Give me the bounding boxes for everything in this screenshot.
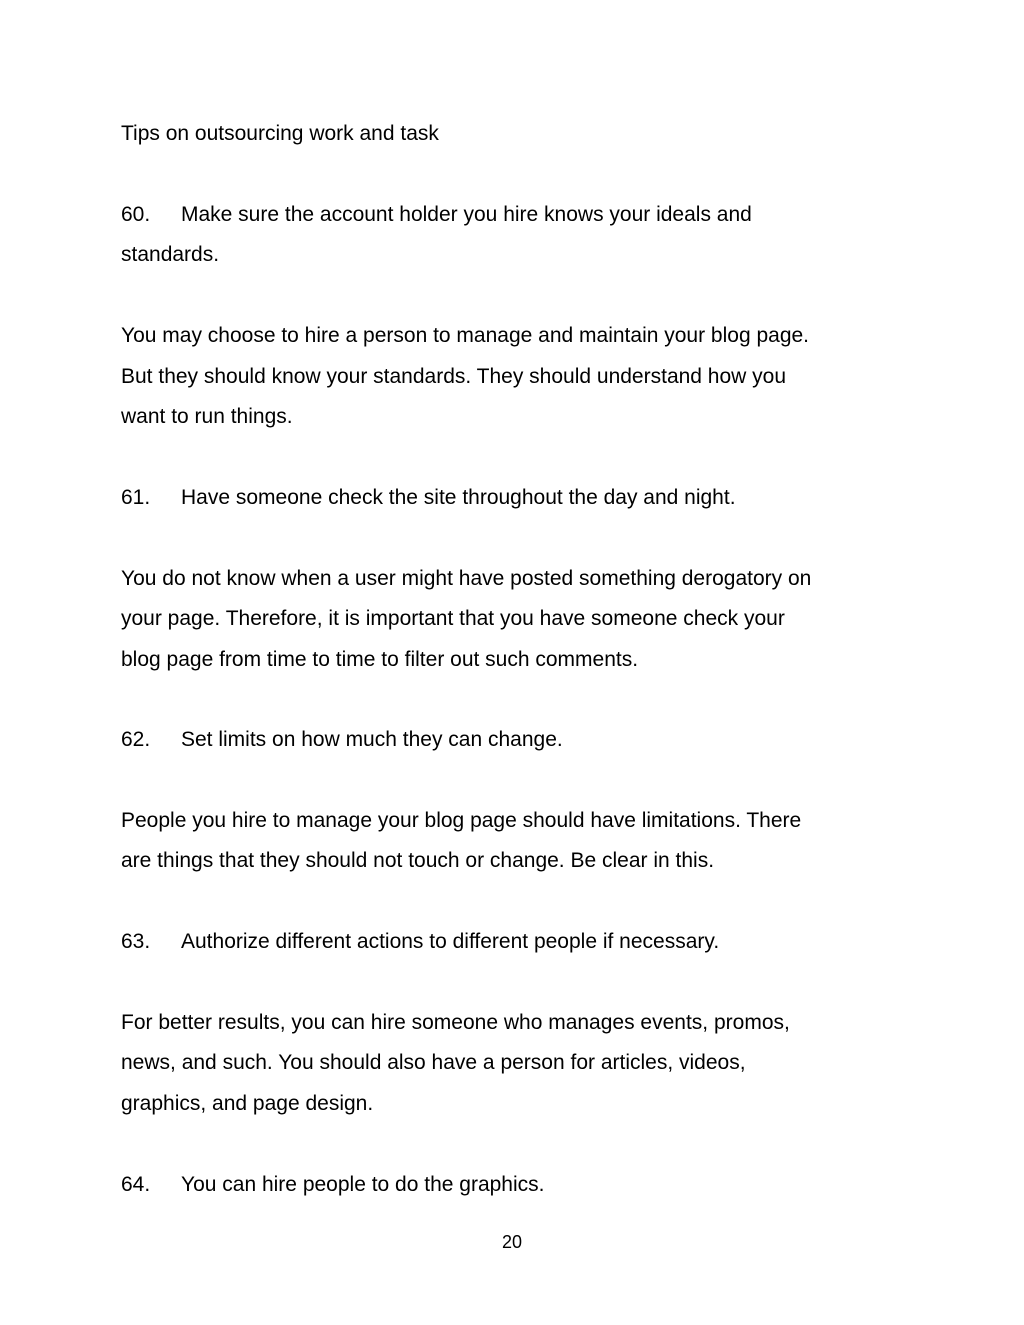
tip-number: 61.: [121, 486, 151, 509]
tip-heading-62: [121, 727, 563, 753]
tip-title: Make sure the account holder you hire knows your ideals and: [181, 203, 752, 226]
tip-number: 60.: [121, 203, 151, 226]
page-number: 20: [501, 1232, 523, 1252]
tip-title: Set limits on how much they can change.: [181, 728, 563, 751]
tip-title-continuation: standards.: [121, 243, 220, 266]
tip-title: You can hire people to do the graphics.: [181, 1173, 545, 1196]
paragraph-line: want to run things.: [121, 405, 293, 428]
tip-number: 63.: [121, 930, 151, 953]
paragraph-line: blog page from time to time to filter out such comments.: [121, 648, 639, 671]
paragraph-line: People you hire to manage your blog page should have limitations. There: [121, 809, 802, 832]
tip-heading-61: [121, 485, 736, 511]
paragraph-line: your page. Therefore, it is important that you have someone check your: [121, 607, 785, 630]
tip-number: 64.: [121, 1173, 151, 1196]
paragraph-line: You may choose to hire a person to manage and maintain your blog page.: [121, 324, 810, 347]
paragraph-line: news, and such. You should also have a person for articles, videos,: [121, 1051, 746, 1074]
paragraph-line: But they should know your standards. They should understand how you: [121, 365, 787, 388]
paragraph-line: For better results, you can hire someone who manages events, promos,: [121, 1011, 790, 1034]
tip-heading-63: [121, 929, 719, 955]
section-heading: Tips on outsourcing work and task: [121, 122, 439, 145]
paragraph-line: graphics, and page design.: [121, 1092, 374, 1115]
paragraph-line: You do not know when a user might have posted something derogatory on: [121, 567, 812, 590]
tip-number: 62.: [121, 728, 151, 751]
tip-title: Have someone check the site throughout the day and night.: [181, 486, 736, 509]
paragraph-line: are things that they should not touch or change. Be clear in this.: [121, 849, 715, 872]
tip-heading-60: [121, 202, 752, 228]
tip-heading-64: [121, 1172, 545, 1198]
tip-title: Authorize different actions to different people if necessary.: [181, 930, 720, 953]
